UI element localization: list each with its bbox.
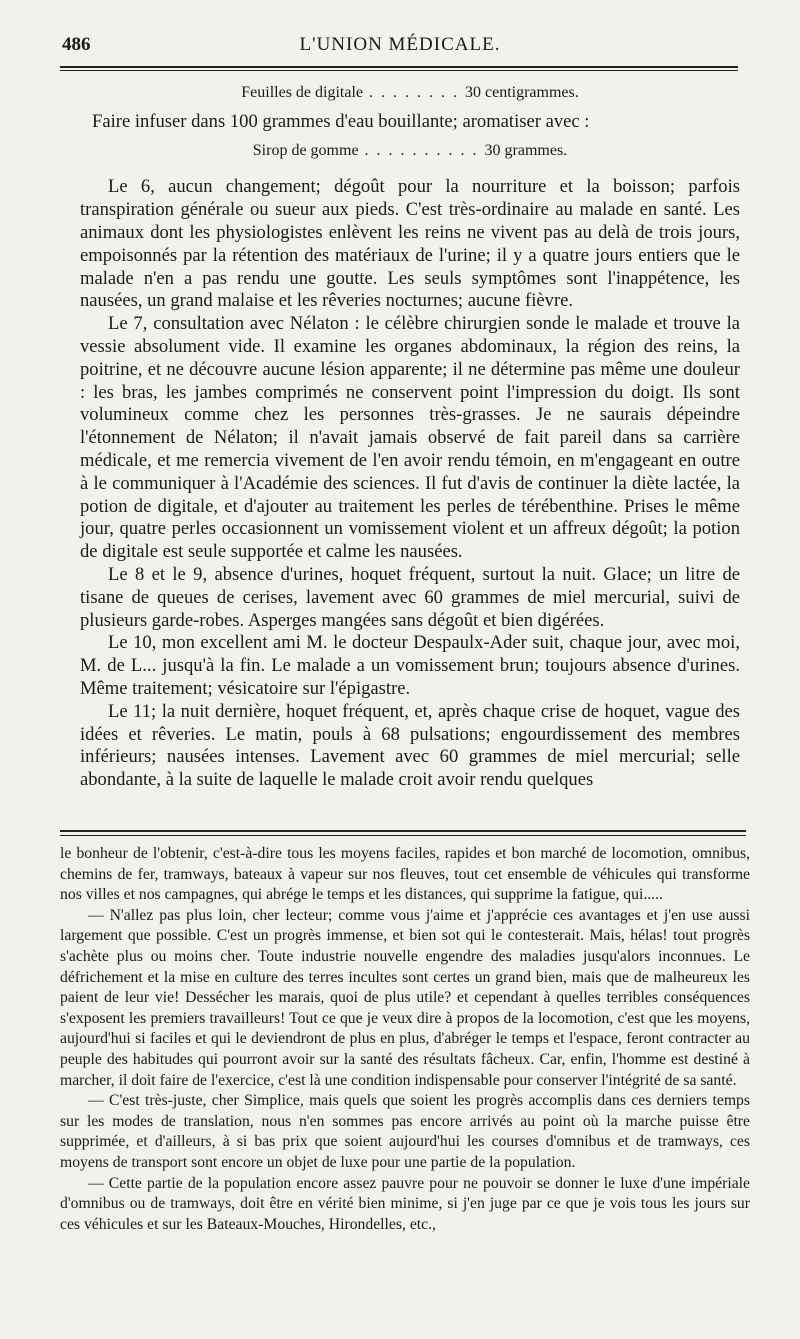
main-column [80,78,740,792]
leader-dots: . . . . . . . . . . [358,141,485,159]
spacer [80,168,740,176]
prescription-value-2: 30 grammes. [484,141,568,159]
feuilleton-paragraph: — Cette partie de la population encore assez pauvre pour ne pouvoir se donner le luxe d'une impériale d'omnibus ou de tramways, doit être en vérité bien minime, si j'en juge par ce que je vois tous les jours sur ces véhicules et sur les Bateaux-Mouches, Hirondelles, etc., [60,1174,750,1233]
prescription-label-1: Feuilles de digitale [241,84,363,101]
paragraph-day-10: Le 10, mon excellent ami M. le docteur Despaulx-Ader suit, chaque jour, avec moi, M. de L... jusqu'à la fin. Le malade a un vomissement brun; toujours absence d'urines. Même traitement; vésicatoire sur l'épigastre. [80,632,740,699]
prescription-instruction: Faire infuser dans 100 grammes d'eau bouillante; aromatiser avec : [92,110,590,132]
feuilleton-rule-thin [60,835,746,836]
leader-dots: . . . . . . . . [363,84,465,101]
header-rule [60,66,738,68]
prescription-label-2: Sirop de gomme [252,141,359,159]
page-header [60,34,740,64]
prescription-value-1: 30 centigrammes. [465,84,579,101]
feuilleton-paragraph: — N'allez pas plus loin, cher lecteur; comme vous j'aime et j'apprécie ces avantages et j'en use aussi largement que possible. C'est un progrès immense, et bien sot qui le contesterait. Mais, hélas! tout progrès s'achète plus ou moins cher. Toute industrie nouvelle engendre des maladies jusqu'alors inconnues. Le défrichement et la mise en culture des terres incultes sont certes un grand bien, mais que de malheureux les paient de leur vie! Dessécher les marais, quoi de plus utile? et cependant à quelles terribles conséquences s'exposent les premiers travailleurs! Tout ce que je veux dire à propos de la locomotion, c'est que les moyens, aujourd'hui si faciles et qui le deviendront de plus en plus, d'abréger le temps et l'espace, feront contracter au peuple des habitudes qui pourront avoir sur la santé des résultats fâcheux. Car, enfin, l'homme est destiné à marcher, il doit faire de l'exercice, c'est là une condition indispensable pour conserver l'intégrité de sa santé. [60,906,750,1089]
page-number: 486 [62,34,91,55]
feuilleton-paragraph: le bonheur de l'obtenir, c'est-à-dire tous les moyens faciles, rapides et bon marché de locomotion, omnibus, chemins de fer, tramways, bateaux à vapeur sur nos fleuves, tout cet ensemble de véhicules qui transforme nos villes et nos campagnes, qui abrége le temps et les distances, qui supprime la fatigue, qui..... [60,845,750,904]
feuilleton-paragraph: — C'est très-juste, cher Simplice, mais quels que soient les progrès accomplis dans ces derniers temps sur les modes de translation, nous n'en sommes pas encore arrivés au point où la marche puisse être supprimée, et d'ailleurs, à si bas prix que soient aujourd'hui les courses d'omnibus et de tramways, ces moyens de transport sont encore un objet de luxe pour une partie de la population. [60,1092,750,1171]
paragraph-day-6: Le 6, aucun changement; dégoût pour la nourriture et la boisson; parfois transpiration générale ou sueur aux pieds. C'est très-ordinaire au malade en santé. Les animaux dont les physiologistes enlèvent les reins ne vivent pas au delà de trois jours, empoisonnés par la rétention des matériaux de l'urine; il y a quatre jours entiers que le malade n'en a pas rendu une goutte. Les seuls symptômes sont l'inappétence, les nausées, un grand malaise et les rêveries nocturnes; aucune fièvre. [80,176,740,312]
feuilleton-rule [60,830,746,832]
paragraph-day-11: Le 11; la nuit dernière, hoquet fréquent, et, après chaque crise de hoquet, vague des idées et rêveries. Le matin, pouls à 68 pulsations; engourdissement des membres inférieurs; nausées intenses. Lavement avec 60 grammes de miel mercurial; selle abondante, à la suite de laquelle le malade croit avoir rendu quelques [80,700,740,791]
prescription-line-2 [80,140,740,163]
journal-title: L'UNION MÉDICALE. [299,34,501,55]
paragraph-day-7: Le 7, consultation avec Nélaton : le célèbre chirurgien sonde le malade et trouve la vessie absolument vide. Il examine les organes abdominaux, la région des reins, la poitrine, et ne découvre aucune lésion apparente; il ne détermine pas même une douleur : les bras, les jambes comprimés ne conservent point l'impression du doigt. Ils sont volumineux comme chez les personnes très-grasses. Je ne saurais dépeindre l'étonnement de Nélaton; il n'avait jamais observé de fait pareil dans sa carrière médicale, et me remercia vivement de l'en avoir rendu témoin, en m'engageant en outre à le communiquer à l'Académie des sciences. Il fut d'avis de continuer la diète lactée, la potion de digitale, et d'ajouter au traitement les perles de térébenthine. Prises le même jour, quatre perles occasionnent un vomissement violent et un affreux dégoût; la potion de digitale est seule supportée et calme les nausées. [80,313,740,563]
prescription-line-1 [80,82,740,105]
header-rule-thin [60,70,738,71]
feuilleton-column [60,844,750,1235]
paragraph-day-8-9: Le 8 et le 9, absence d'urines, hoquet fréquent, surtout la nuit. Glace; un litre de tisane de queues de cerises, lavement avec 60 grammes de miel mercurial, suivi de plusieurs garde-robes. Asperges mangées sans dégoût et bien digérées. [80,563,740,631]
